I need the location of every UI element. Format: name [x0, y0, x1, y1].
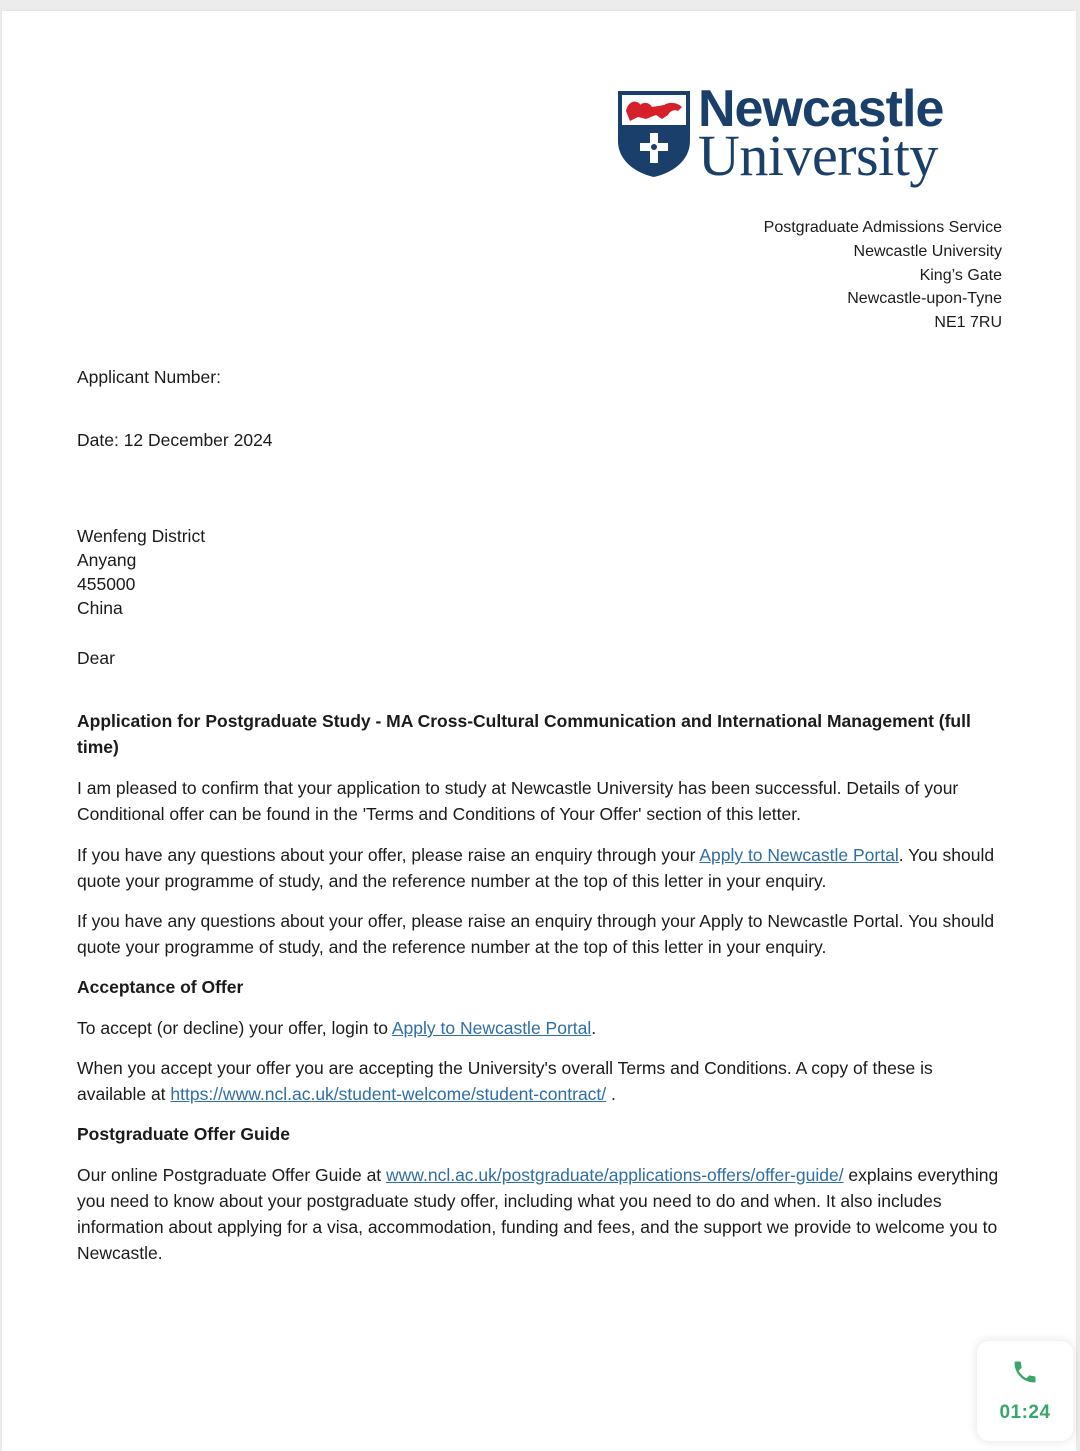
apply-portal-login-link[interactable]: Apply to Newcastle Portal	[391, 1018, 592, 1038]
applicant-number-label: Applicant Number:	[77, 367, 221, 387]
call-timer-widget[interactable]	[977, 1341, 1073, 1441]
terms-text: When you accept your offer you are accepting the University's overall Terms and Conditions. A copy of these is available at	[77, 1058, 933, 1104]
terms-paragraph	[77, 1055, 992, 1107]
enquiry-text: . You should quote your programme of study, and the reference number at the top of this letter in your enquiry.	[77, 845, 995, 891]
apply-portal-link[interactable]: Apply to Newcastle Portal	[699, 845, 899, 865]
enquiry-paragraph-duplicate: If you have any questions about your offer, please raise an enquiry through your Apply to Newcastle Portal. You should quote your programme of study, and the reference number at the top of this letter in your enquiry.	[77, 911, 995, 957]
sender-address-line: King’s Gate	[919, 266, 1002, 284]
recipient-address-line: Anyang	[77, 550, 137, 570]
logo-wordmark-university: University	[698, 123, 938, 188]
offer-guide-text: explains everything you need to know about your postgraduate study offer, including what you need to do and when. It also includes information about applying for a visa, accommodation, funding and fees, and the support we provide to welcome you to Newcastle.	[77, 1165, 999, 1263]
call-duration: 01:24	[999, 1402, 1051, 1423]
logo-wordmark-newcastle: Newcastle	[698, 80, 944, 138]
acceptance-text: .	[591, 1018, 597, 1038]
acceptance-paragraph	[77, 1015, 1022, 1041]
student-contract-link[interactable]: https://www.ncl.ac.uk/student-welcome/student-contract/	[170, 1084, 607, 1104]
terms-text: .	[606, 1084, 616, 1104]
recipient-address-line: China	[77, 598, 123, 618]
letter-subject: Application for Postgraduate Study - MA Cross-Cultural Communication and International Management (full time)	[77, 711, 971, 757]
offer-guide-text: Our online Postgraduate Offer Guide at	[77, 1165, 387, 1185]
enquiry-text: If you have any questions about your offer, please raise an enquiry through your	[77, 845, 700, 865]
letter-page	[2, 11, 1076, 1451]
acceptance-text: To accept (or decline) your offer, login to	[77, 1018, 392, 1038]
enquiry-paragraph	[77, 842, 1022, 894]
letter-date: Date: 12 December 2024	[77, 430, 273, 450]
sender-address-line: Newcastle-upon-Tyne	[847, 290, 1002, 308]
phone-icon	[1011, 1358, 1039, 1386]
acceptance-heading: Acceptance of Offer	[77, 977, 244, 997]
sender-address-line: Postgraduate Admissions Service	[763, 219, 1002, 236]
offer-guide-heading: Postgraduate Offer Guide	[77, 1124, 290, 1144]
university-crest-icon	[616, 89, 692, 179]
offer-guide-paragraph	[77, 1162, 1027, 1266]
offer-guide-link[interactable]: www.ncl.ac.uk/postgraduate/applications-offers/offer-guide/	[386, 1165, 844, 1185]
recipient-address-line: Wenfeng District	[77, 526, 206, 546]
recipient-address-line: 455000	[77, 574, 136, 594]
sender-address-line: Newcastle University	[853, 242, 1002, 260]
university-logo	[616, 80, 966, 189]
confirmation-paragraph: I am pleased to confirm that your application to study at Newcastle University has been successful. Details of your Conditional offer can be found in the 'Terms and Conditions of Your Offer' section of this letter.	[77, 778, 959, 824]
salutation: Dear	[77, 648, 115, 668]
sender-address-line: NE1 7RU	[934, 314, 1002, 332]
sender-address	[764, 216, 1002, 335]
